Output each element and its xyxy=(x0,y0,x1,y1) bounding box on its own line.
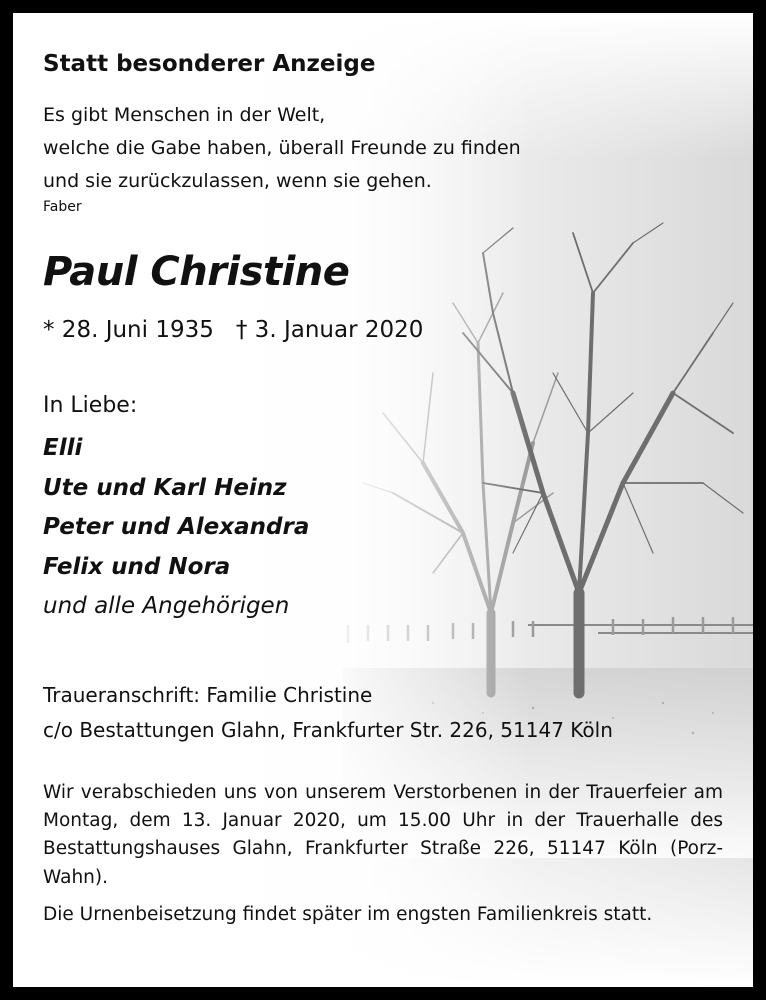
in-love-label: In Liebe: xyxy=(43,393,138,418)
deceased-name: Paul Christine xyxy=(43,249,350,295)
life-dates xyxy=(43,317,423,343)
quote-line: Es gibt Menschen in der Welt, xyxy=(43,104,326,126)
family-member: Elli xyxy=(43,435,83,461)
ceremony-text: Wir verabschieden uns von unserem Verstorbenen in der Trauerfeier am Montag, dem 13. Januar 2020, um 15.00 Uhr in der Trauerhalle des Bestattungshauses Glahn, Frankfurter Straße 226, 51147 Köln (Porz-Wahn). xyxy=(43,782,723,888)
family-member: Felix und Nora xyxy=(43,553,231,580)
birth-date: * 28. Juni 1935 xyxy=(43,317,214,343)
quote-line: und sie zurückzulassen, wenn sie gehen. xyxy=(43,170,432,192)
quote-author: Faber xyxy=(43,199,82,215)
urn-burial-text: Die Urnenbeisetzung findet später im engsten Familienkreis statt. xyxy=(43,904,653,925)
address-line: Traueranschrift: Familie Christine xyxy=(43,683,373,707)
family-member: Ute und Karl Heinz xyxy=(43,474,287,501)
family-list xyxy=(43,429,309,627)
death-date: † 3. Januar 2020 xyxy=(235,317,424,343)
notice-heading: Statt besonderer Anzeige xyxy=(43,51,376,77)
address-line: c/o Bestattungen Glahn, Frankfurter Str. 226, 51147 Köln xyxy=(43,717,613,742)
mourning-address xyxy=(43,678,613,747)
family-member: Peter und Alexandra xyxy=(43,514,310,540)
family-closing: und alle Angehörigen xyxy=(43,593,290,619)
quote xyxy=(43,99,521,198)
quote-line: welche die Gabe haben, überall Freunde zu finden xyxy=(43,137,521,159)
